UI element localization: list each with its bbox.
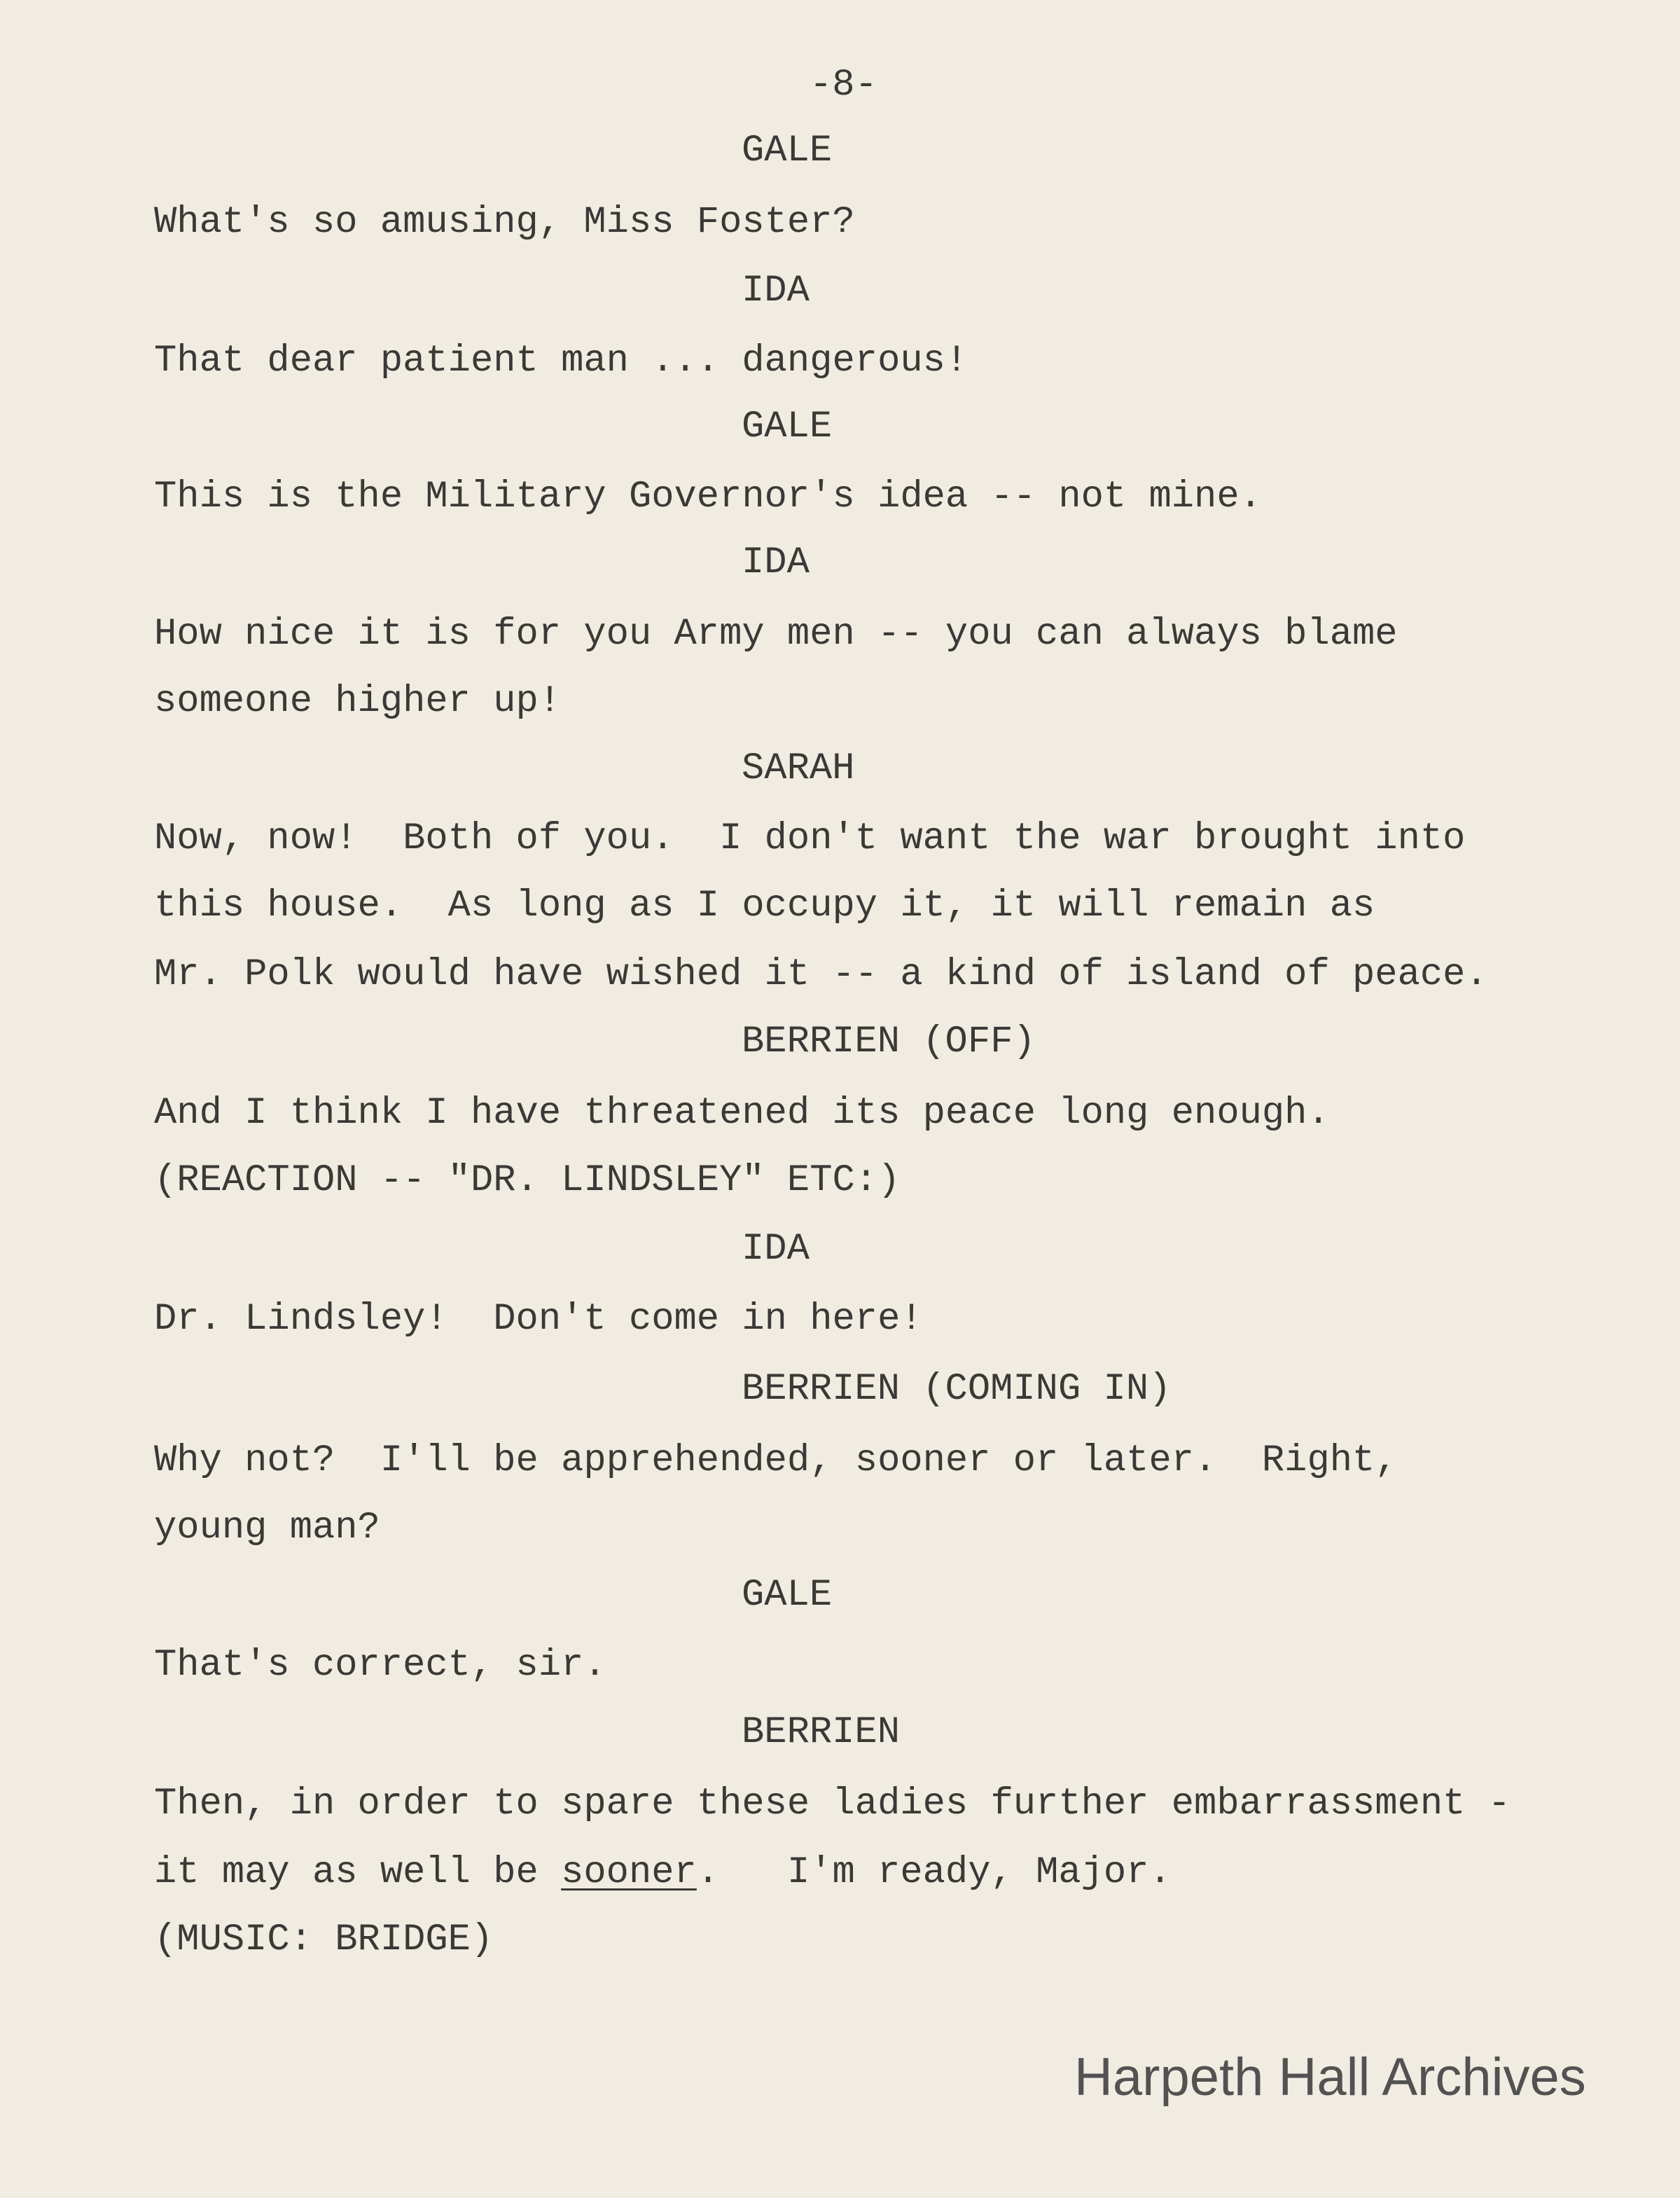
character-cue: SARAH xyxy=(742,747,855,790)
dialogue-line: Then, in order to spare these ladies further embarrassment - xyxy=(154,1783,1511,1825)
character-cue: IDA xyxy=(742,1228,810,1271)
character-cue: BERRIEN (COMING IN) xyxy=(742,1368,1172,1411)
dialogue-line: What's so amusing, Miss Foster? xyxy=(154,201,855,244)
archive-watermark: Harpeth Hall Archives xyxy=(1074,2047,1586,2107)
character-cue: IDA xyxy=(742,541,810,584)
character-cue: GALE xyxy=(742,130,833,172)
stage-direction: (REACTION -- "DR. LINDSLEY" ETC:) xyxy=(154,1159,901,1202)
dialogue-line: That's correct, sir. xyxy=(154,1644,606,1687)
dialogue-line: How nice it is for you Army men -- you can always blame xyxy=(154,613,1398,656)
dialogue-line: That dear patient man ... dangerous! xyxy=(154,340,969,382)
dialogue-line: This is the Military Governor's idea -- not mine. xyxy=(154,476,1262,518)
dialogue-line: this house. As long as I occupy it, it will remain as xyxy=(154,885,1375,927)
dialogue-line: Now, now! Both of you. I don't want the war brought into xyxy=(154,817,1466,860)
dialogue-text: . I'm ready, Major. xyxy=(696,1851,1172,1894)
dialogue-line: Why not? I'll be apprehended, sooner or later. Right, xyxy=(154,1439,1398,1482)
dialogue-line: Mr. Polk would have wished it -- a kind of island of peace. xyxy=(154,953,1488,996)
dialogue-line: young man? xyxy=(154,1507,380,1549)
character-cue: GALE xyxy=(742,406,833,448)
stage-direction: (MUSIC: BRIDGE) xyxy=(154,1919,494,1961)
page-number: -8- xyxy=(810,64,877,106)
character-cue: IDA xyxy=(742,270,810,312)
character-cue: BERRIEN xyxy=(742,1711,900,1754)
character-cue: GALE xyxy=(742,1574,833,1617)
underlined-word: sooner xyxy=(561,1851,697,1894)
dialogue-line: someone higher up! xyxy=(154,680,562,723)
dialogue-line: Dr. Lindsley! Don't come in here! xyxy=(154,1298,923,1341)
character-cue: BERRIEN (OFF) xyxy=(742,1021,1036,1063)
dialogue-line: And I think I have threatened its peace long enough. xyxy=(154,1092,1330,1135)
dialogue-line xyxy=(154,1851,1172,1894)
dialogue-text: it may as well be xyxy=(154,1851,562,1894)
